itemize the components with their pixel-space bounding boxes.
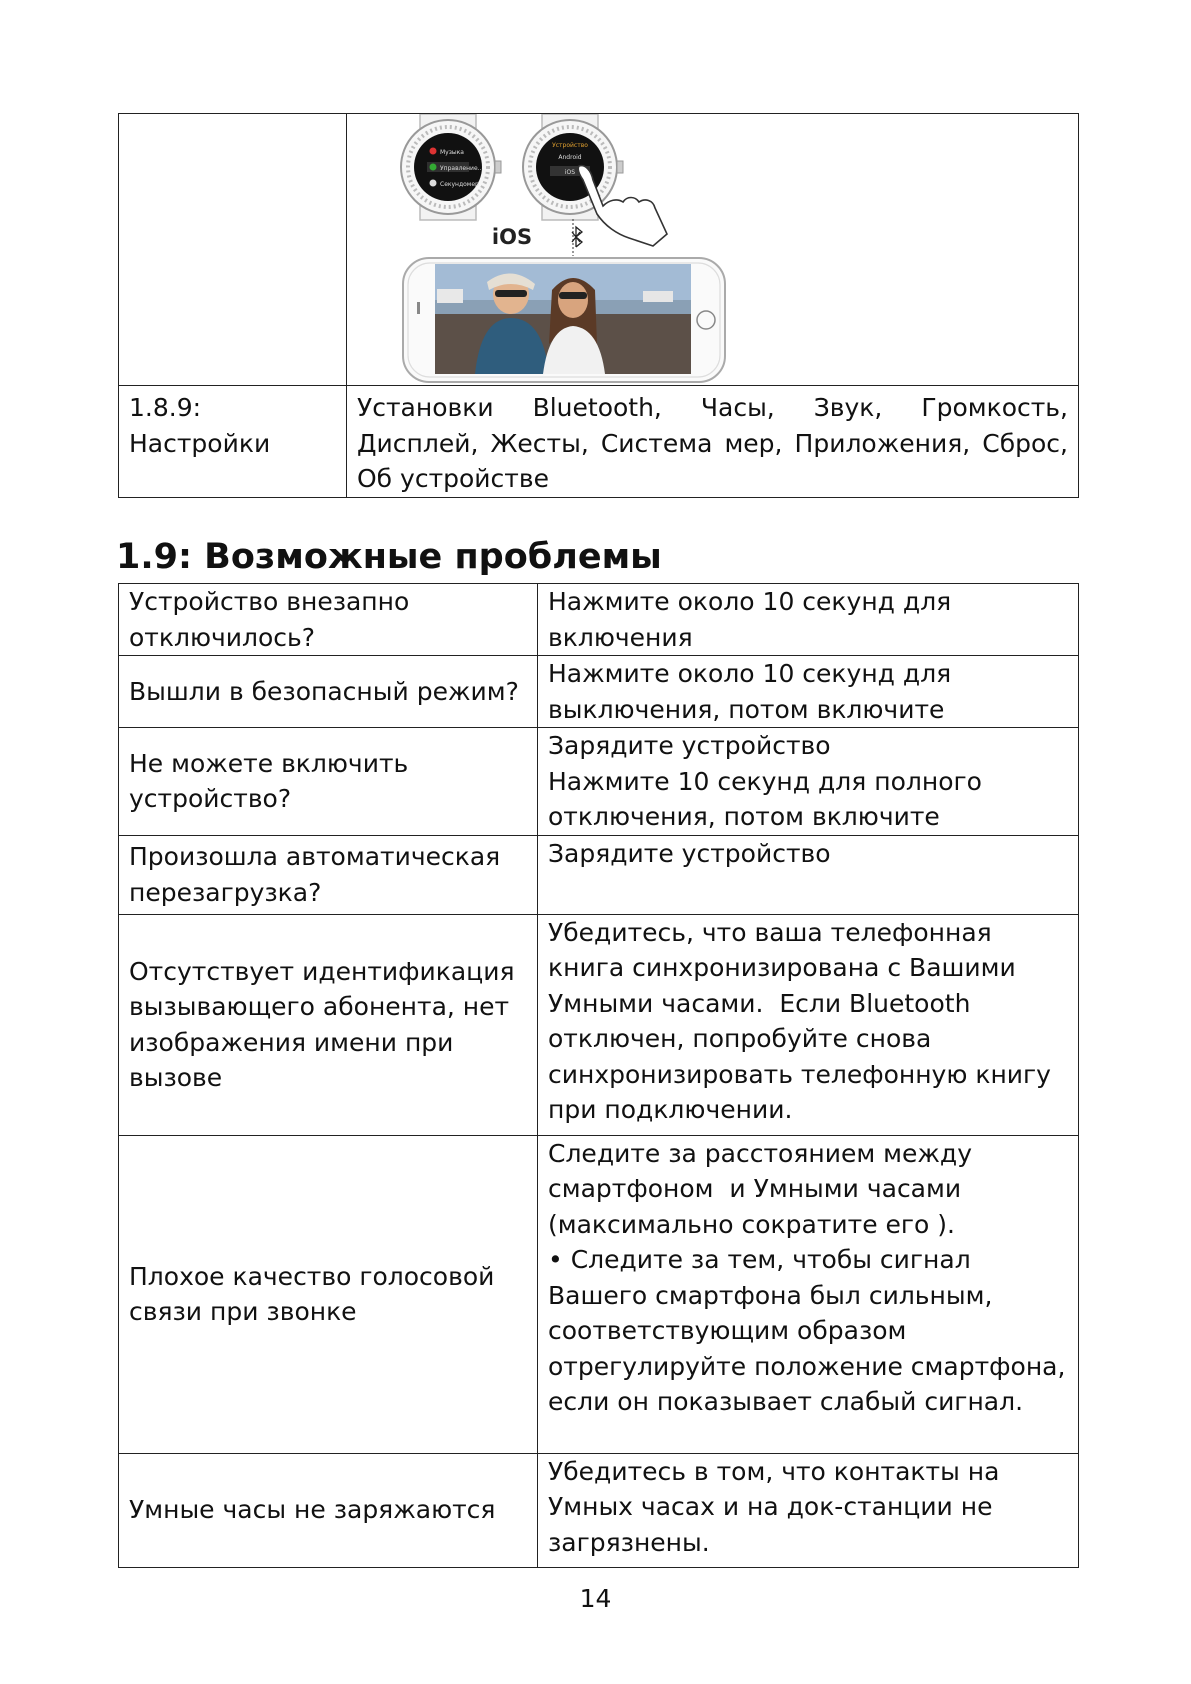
settings-row: [119, 386, 1079, 498]
faq-row: [119, 914, 1079, 1135]
faq-question: Устройство внезапно отключилось?: [119, 584, 538, 656]
control-icon: [430, 164, 437, 171]
settings-number: 1.8.9:: [129, 393, 202, 422]
smartphone: [403, 258, 725, 382]
faq-answer: Убедитесь, что ваша телефонная книга синхронизирована с Вашими Умными часами. Если Bluetooth отключен, попробуйте снова синхронизировать телефонную книгу при подключении.: [538, 914, 1079, 1135]
watch-left-menu-item: Управление...: [440, 165, 484, 172]
illustration-cell: [347, 114, 1079, 386]
faq-question: Вышли в безопасный режим?: [119, 656, 538, 728]
faq-answer: Зарядите устройство Нажмите 10 секунд для полного отключения, потом включите: [538, 728, 1079, 836]
watch-left-menu-item: Секундомер: [440, 181, 479, 188]
music-icon: [430, 148, 437, 155]
watch-left: [401, 114, 501, 220]
settings-description-cell: [347, 386, 1079, 498]
watch-right-menu-item: Android: [558, 154, 582, 161]
faq-answer: Нажмите около 10 секунд для выключения, потом включите: [538, 656, 1079, 728]
faq-answer: Зарядите устройство: [538, 835, 1079, 914]
faq-row: [119, 584, 1079, 656]
ios-label: iOS: [491, 225, 533, 249]
faq-question: Отсутствует идентификация вызывающего абонента, нет изображения имени при вызове: [119, 914, 538, 1135]
watch-right-menu-item: Устройство: [552, 142, 588, 149]
settings-description-line: Дисплей, Жесты, Система мер, Приложения, Сброс, Об устройстве: [357, 428, 1068, 493]
settings-label-cell: [119, 386, 347, 498]
faq-question: Плохое качество голосовой связи при звонке: [119, 1135, 538, 1453]
faq-answer: Нажмите около 10 секунд для включения: [538, 584, 1079, 656]
faq-question: Произошла автоматическая перезагрузка?: [119, 835, 538, 914]
watch-left-menu-item: Музыка: [440, 149, 464, 156]
watch-right-menu-item: iOS: [564, 169, 576, 176]
settings-name: Настройки: [129, 428, 271, 458]
page-number: 14: [579, 1584, 612, 1613]
watch-phone-illustration: [347, 114, 1077, 384]
settings-table: [118, 113, 1079, 498]
settings-description-line: Установки Bluetooth, Часы, Звук, Громкость,: [357, 393, 1068, 422]
faq-answer: Следите за расстоянием между смартфоном и Умными часами (максимально сократите его ). • Следите за тем, чтобы сигнал Вашего смартфона был сильным, соответствующим образом отрегулируйте положение смартфона, если он показывает слабый сигнал.: [538, 1135, 1079, 1453]
faq-row: [119, 1453, 1079, 1567]
illustration-label-cell: [119, 114, 347, 386]
faq-row: [119, 1135, 1079, 1453]
faq-question: Не можете включить устройство?: [119, 728, 538, 836]
faq-question: Умные часы не заряжаются: [119, 1453, 538, 1567]
troubleshooting-table: [118, 583, 1079, 1568]
illustration-row: [119, 114, 1079, 386]
faq-row: [119, 835, 1079, 914]
section-title: 1.9: Возможные проблемы: [116, 537, 662, 577]
faq-answer: Убедитесь в том, что контакты на Умных часах и на док-станции не загрязнены.: [538, 1453, 1079, 1567]
faq-row: [119, 656, 1079, 728]
faq-row: [119, 728, 1079, 836]
stopwatch-icon: [430, 180, 437, 187]
